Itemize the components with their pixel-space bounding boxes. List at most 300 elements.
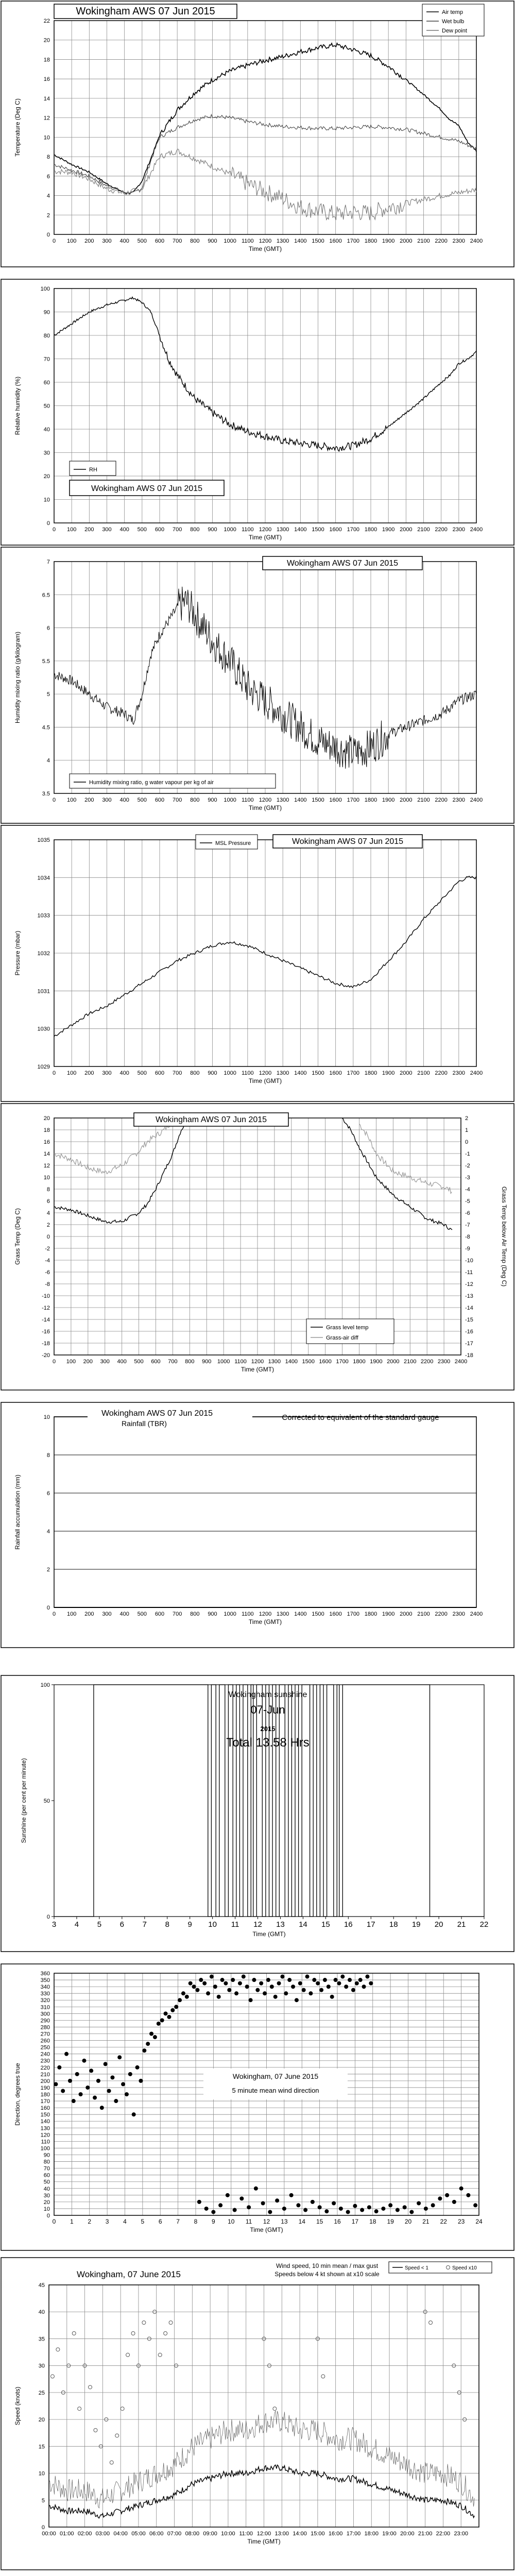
rainfall-xtick-label: 600 (154, 1611, 165, 1617)
grass-air-diff-line (54, 1121, 172, 1174)
grass-ytick-label: 18 (43, 1127, 50, 1133)
wind-speed-x10-point (50, 2375, 54, 2378)
wind-direction-point (220, 1978, 225, 1982)
grass-xtick-label: 700 (168, 1359, 178, 1365)
mixing_ratio-xtick-label: 700 (172, 797, 182, 803)
mixing_ratio-xtick-label: 600 (154, 797, 165, 803)
wind_speed-xtick-label: 04:00 (113, 2531, 128, 2537)
grass-xtick-label: 2400 (454, 1359, 468, 1365)
temperature-xtick-label: 2100 (417, 238, 430, 244)
mixing_ratio-xtick-label: 1200 (259, 797, 272, 803)
humidity-ytick-label: 70 (43, 356, 50, 363)
rainfall-ytick-label: 4 (46, 1529, 50, 1535)
rainfall-xtick-label: 1200 (259, 1611, 272, 1617)
sunshine-xtick-label: 18 (389, 1920, 398, 1929)
wind-speed-x10-point (115, 2434, 119, 2437)
wind-direction-point (82, 2059, 86, 2063)
wind_direction-ytick-label: 130 (40, 2125, 50, 2132)
wind-direction-point (135, 2065, 140, 2070)
rainfall-xtick-label: 1600 (329, 1611, 342, 1617)
wind-direction-point (89, 2069, 93, 2073)
wind-speed-x10-point (89, 2385, 92, 2389)
pressure-xtick-label: 1000 (224, 1070, 236, 1076)
wind_direction-ytick-label: 210 (40, 2071, 50, 2078)
grass-ytick-label: 16 (43, 1139, 50, 1145)
rainfall-xtick-label: 1500 (312, 1611, 324, 1617)
temperature-xtick-label: 1200 (259, 238, 272, 244)
wind_direction-ytick-label: 40 (43, 2185, 50, 2192)
wind-direction-point (164, 2011, 168, 2015)
wind-direction-point (319, 1988, 323, 1992)
mixing_ratio-legend-label: Humidity mixing ratio, g water vapour per kg of air (89, 779, 214, 786)
wind-direction-point (139, 2079, 143, 2083)
wind-direction-point (178, 1998, 182, 2002)
wind-direction-point (396, 2208, 400, 2212)
rainfall-plot-border (54, 1417, 476, 1607)
wind-direction-point (424, 2207, 428, 2211)
pressure-xtick-label: 2300 (452, 1070, 466, 1076)
pressure-xtick-label: 2200 (435, 1070, 448, 1076)
humidity-xtick-label: 1000 (224, 527, 236, 533)
wind-direction-point (367, 2205, 371, 2209)
wind-direction-point (284, 1991, 288, 1995)
wind_direction-ytick-label: 250 (40, 2044, 50, 2051)
temperature-x-axis-label: Time (GMT) (248, 245, 282, 252)
mixing_ratio-xtick-label: 1600 (329, 797, 342, 803)
rainfall-ytick-label: 6 (46, 1490, 50, 1497)
rainfall-xtick-label: 1000 (224, 1611, 236, 1617)
wind_speed-y-axis-label: Speed (knots) (14, 2386, 21, 2426)
rainfall-ytick-label: 10 (43, 1414, 50, 1420)
temperature-xtick-label: 500 (137, 238, 147, 244)
grass-xtick-label: 300 (100, 1359, 110, 1365)
sunshine-ytick-label: 0 (46, 1914, 50, 1920)
wind-direction-point (146, 2042, 150, 2046)
temperature-xtick-label: 2200 (435, 238, 448, 244)
wind_speed-ytick-label: 20 (38, 2417, 45, 2424)
wind-direction-point (330, 1995, 334, 1999)
mixing_ratio-xtick-label: 800 (190, 797, 200, 803)
humidity-ytick-label: 40 (43, 427, 50, 433)
wind_direction-ytick-label: 230 (40, 2058, 50, 2064)
wind_speed-xtick-label: 05:00 (131, 2531, 146, 2537)
rainfall-xtick-label: 1900 (382, 1611, 395, 1617)
grass-panel (0, 1103, 515, 1391)
sunshine-xtick-label: 8 (165, 1920, 169, 1929)
wind_speed-xtick-label: 03:00 (95, 2531, 110, 2537)
pressure-ytick-label: 1029 (37, 1064, 50, 1070)
rainfall-xtick-label: 900 (208, 1611, 217, 1617)
mixing_ratio-xtick-label: 2400 (470, 797, 483, 803)
grass-ytick-label: 8 (46, 1187, 50, 1193)
mixing_ratio-xtick-label: 200 (84, 797, 94, 803)
wind_direction-xtick-label: 23 (457, 2218, 465, 2225)
wind_direction-ytick-label: 80 (43, 2159, 50, 2165)
wind_direction-ytick-label: 170 (40, 2098, 50, 2105)
pressure-ytick-label: 1030 (37, 1026, 50, 1032)
wind_speed-xtick-label: 12:00 (256, 2531, 271, 2537)
grass-ytick-right-label: 0 (465, 1139, 469, 1145)
grass-ytick-label: 4 (46, 1210, 50, 1216)
sunshine-year: 2015 (260, 1725, 276, 1733)
temperature-xtick-label: 1600 (329, 238, 342, 244)
wind_speed-xtick-label: 15:00 (311, 2531, 325, 2537)
wind_direction-ytick-label: 190 (40, 2084, 50, 2091)
wind-direction-point (239, 2196, 244, 2200)
sunshine-total: Total 13.58 Hrs (226, 1736, 310, 1750)
wind-direction-point (324, 2209, 329, 2213)
grass-ytick-right-label: -11 (465, 1269, 473, 1276)
wind-direction-point (255, 1988, 260, 1992)
sunshine-xtick-label: 7 (142, 1920, 147, 1929)
humidity-xtick-label: 1800 (364, 527, 377, 533)
sunshine-ytick-label: 100 (40, 1682, 50, 1688)
temperature-chart (0, 0, 515, 268)
wind-direction-point (337, 1981, 341, 1986)
wind-direction-point (213, 1985, 217, 1989)
mixing_ratio-xtick-label: 2100 (417, 797, 430, 803)
wind-speed-chart (0, 2257, 515, 2571)
wind-direction-point (312, 1978, 316, 1982)
temperature-ytick-label: 6 (46, 173, 50, 180)
wind-direction-point (197, 2200, 201, 2204)
wind-direction-point (181, 1991, 185, 1995)
grass-ytick-label: -2 (45, 1246, 50, 1252)
wind-direction-point (369, 1981, 373, 1986)
wind-direction-point (188, 1981, 193, 1986)
wind-speed-x10-point (273, 2407, 277, 2411)
rainfall-xtick-label: 200 (84, 1611, 94, 1617)
mixing_ratio-xtick-label: 1500 (312, 797, 324, 803)
grass-ytick-right-label: -8 (465, 1234, 470, 1240)
rainfall-panel (0, 1401, 515, 1649)
wind-speed-x10-point (56, 2348, 60, 2351)
wind-speed-x10-point (142, 2321, 146, 2325)
wind-direction-point (167, 2015, 171, 2019)
humidity-xtick-label: 1200 (259, 527, 272, 533)
rainfall-y-axis-label: Rainfall accumulation (mm) (14, 1475, 21, 1550)
sunshine-chart (0, 1674, 515, 1953)
mixing_ratio-xtick-label: 1800 (364, 797, 377, 803)
wind-direction-point (273, 1995, 278, 1999)
wind-direction-point (438, 2196, 442, 2200)
grass-xtick-label: 900 (202, 1359, 212, 1365)
wind_direction-ytick-label: 90 (43, 2152, 50, 2159)
wind-direction-point (233, 2208, 237, 2212)
wind-direction-point (409, 2210, 414, 2214)
humidity-xtick-label: 200 (84, 527, 94, 533)
grass-legend-label: Grass level temp (326, 1325, 369, 1331)
wind-direction-point (204, 2207, 209, 2211)
wind-direction-point (351, 1988, 355, 1992)
grass-xtick-label: 400 (117, 1359, 127, 1365)
humidity-xtick-label: 1300 (276, 527, 289, 533)
sunshine-outer-border (1, 1675, 514, 1952)
wind_direction-ytick-label: 120 (40, 2132, 50, 2139)
mixing_ratio-ytick-label: 5.5 (42, 658, 50, 665)
wind-direction-point (332, 2201, 336, 2206)
wind_speed-xtick-label: 17:00 (346, 2531, 361, 2537)
temperature-outer-border (1, 1, 514, 267)
wind-direction-point (266, 1978, 270, 1982)
grass-ytick-right-label: -13 (465, 1293, 473, 1299)
grass-xtick-label: 1500 (302, 1359, 315, 1365)
temperature-xtick-label: 0 (52, 238, 56, 244)
mixing_ratio-xtick-label: 1300 (276, 797, 289, 803)
humidity-title: Wokingham AWS 07 Jun 2015 (91, 484, 203, 493)
wind-speed-subtitle: Wind speed, 10 min mean / max gust (276, 2262, 379, 2269)
wind-direction-point (295, 1998, 299, 2002)
sunshine-xtick-label: 4 (74, 1920, 79, 1929)
grass-xtick-label: 2200 (420, 1359, 434, 1365)
grass-xtick-label: 1700 (336, 1359, 349, 1365)
wind_speed-xtick-label: 02:00 (77, 2531, 92, 2537)
wind-direction-point (362, 1985, 366, 1989)
sunshine-xtick-label: 17 (366, 1920, 375, 1929)
wind-direction-point (318, 2205, 322, 2209)
wind-direction-point (323, 1978, 327, 1982)
sunshine-y-axis-label: Sunshine (per cent per minute) (20, 1758, 27, 1843)
rainfall-xtick-label: 1800 (364, 1611, 377, 1617)
sunshine-xtick-label: 19 (411, 1920, 421, 1929)
wind_direction-xtick-label: 19 (387, 2218, 394, 2225)
temperature-xtick-label: 700 (172, 238, 182, 244)
rainfall-xtick-label: 300 (102, 1611, 112, 1617)
grass-ytick-right-label: -1 (465, 1151, 470, 1157)
grass-xtick-label: 1200 (251, 1359, 264, 1365)
humidity-xtick-label: 0 (52, 527, 56, 533)
rainfall-xtick-label: 1400 (294, 1611, 307, 1617)
wind-direction-point (170, 2008, 175, 2012)
wind-direction-point (353, 2204, 357, 2208)
grass-ytick-label: 10 (43, 1175, 50, 1181)
wind-direction-point (79, 2092, 83, 2096)
grass-ytick-label: 0 (46, 1234, 50, 1240)
wind-direction-point (308, 1991, 313, 1995)
grass-ytick-label: -20 (42, 1352, 50, 1359)
wind-direction-point (57, 2065, 61, 2070)
wind_direction-ytick-label: 150 (40, 2112, 50, 2119)
wind-direction-point (93, 2096, 97, 2100)
temperature-legend-label: Air temp (442, 9, 463, 15)
wind_direction-xtick-label: 12 (263, 2218, 270, 2225)
wind-direction-point (344, 1985, 348, 1989)
wind_speed-outer-border (1, 2258, 514, 2570)
wind_direction-y-axis-label: Direction, degrees true (14, 2063, 21, 2126)
temperature-xtick-label: 600 (154, 238, 165, 244)
mixing_ratio-xtick-label: 0 (52, 797, 56, 803)
pressure-xtick-label: 1800 (364, 1070, 377, 1076)
grass-ytick-right-label: -2 (465, 1163, 470, 1169)
wind_direction-ytick-label: 180 (40, 2092, 50, 2098)
wind_direction-ytick-label: 320 (40, 1997, 50, 2004)
temperature-ytick-label: 10 (43, 134, 50, 141)
humidity-legend-label: RH (89, 467, 97, 473)
wind_speed-ytick-label: 5 (41, 2497, 45, 2504)
sunshine-date: 07-Jun (250, 1703, 285, 1716)
pressure-xtick-label: 100 (66, 1070, 77, 1076)
grass-xtick-label: 2000 (387, 1359, 400, 1365)
humidity-xtick-label: 1700 (347, 527, 360, 533)
grass-xtick-label: 1800 (353, 1359, 366, 1365)
wind_direction-ytick-label: 290 (40, 2018, 50, 2024)
wind_direction-xtick-label: 14 (298, 2218, 305, 2225)
sunshine-xtick-label: 11 (231, 1920, 239, 1929)
wind_direction-xtick-label: 20 (404, 2218, 412, 2225)
sunshine-xtick-label: 16 (344, 1920, 353, 1929)
wind-direction-point (473, 2203, 477, 2207)
wind-speed-x10-point (94, 2429, 97, 2432)
grass-xtick-label: 600 (151, 1359, 161, 1365)
wind-direction-point (128, 2072, 132, 2076)
mixing_ratio-ytick-label: 3.5 (42, 791, 50, 797)
wind_speed-xtick-label: 00:00 (42, 2531, 56, 2537)
pressure-xtick-label: 1500 (312, 1070, 324, 1076)
grass-xtick-label: 1600 (319, 1359, 332, 1365)
wind_direction-xtick-label: 13 (281, 2218, 288, 2225)
wind-speed-x10-point (110, 2461, 113, 2464)
rainfall-x-axis-label: Time (GMT) (248, 1618, 282, 1625)
wind_speed-xtick-label: 11:00 (239, 2531, 253, 2537)
wind_speed-ytick-label: 0 (41, 2524, 45, 2531)
wind_direction-ytick-label: 140 (40, 2119, 50, 2125)
grass-ytick-label: -8 (45, 1281, 50, 1287)
humidity-chart (0, 278, 515, 546)
wind_direction-ytick-label: 260 (40, 2038, 50, 2044)
humidity-xtick-label: 1400 (294, 527, 307, 533)
wind_direction-ytick-label: 240 (40, 2051, 50, 2058)
wind_speed-xtick-label: 09:00 (203, 2531, 217, 2537)
grass-ytick-right-label: -10 (465, 1258, 473, 1264)
mixing_ratio-ytick-label: 6 (46, 625, 50, 632)
wind-direction-point (348, 1978, 352, 1982)
wind-direction-point (254, 2187, 258, 2191)
grass-ytick-label: 6 (46, 1198, 50, 1205)
mixing_ratio-ytick-label: 4 (46, 757, 50, 764)
wind-direction-point (296, 2203, 300, 2207)
wind_direction-xtick-label: 8 (194, 2218, 198, 2225)
wind-direction-point (174, 2005, 178, 2009)
grass-chart (0, 1103, 515, 1391)
mixing_ratio-xtick-label: 1000 (224, 797, 236, 803)
mixing_ratio-xtick-label: 300 (102, 797, 112, 803)
wind-direction-point (358, 1978, 363, 1982)
pressure-xtick-label: 300 (102, 1070, 112, 1076)
sunshine-xtick-label: 20 (434, 1920, 443, 1929)
mixing_ratio-ytick-label: 5 (46, 691, 50, 698)
wind-speed-x10-point (72, 2332, 76, 2335)
grass-xtick-label: 1400 (285, 1359, 298, 1365)
wind-direction-point (202, 1981, 207, 1986)
humidity-xtick-label: 2100 (417, 527, 430, 533)
wind-direction-point (121, 2082, 125, 2086)
mixing_ratio-xtick-label: 900 (208, 797, 217, 803)
pressure-legend-label: MSL Pressure (215, 840, 251, 846)
wind_direction-ytick-label: 100 (40, 2145, 50, 2152)
grass-xtick-label: 100 (66, 1359, 76, 1365)
humidity-x-axis-label: Time (GMT) (248, 534, 282, 541)
grass-y-axis-right-label: Grass Temp below Air Temp (Deg C) (501, 1186, 508, 1287)
wind-direction-point (153, 2035, 157, 2039)
wind_direction-xtick-label: 24 (475, 2218, 483, 2225)
wind-speed-x10-point (164, 2332, 167, 2335)
grass-y-axis-label: Grass Temp (Deg C) (14, 1208, 21, 1265)
wind-speed-x10-point (121, 2407, 124, 2411)
wind_direction-xtick-label: 1 (70, 2218, 74, 2225)
wind_direction-ytick-label: 340 (40, 1984, 50, 1991)
temperature-ytick-label: 2 (46, 212, 50, 219)
wind-direction-point (303, 2208, 307, 2212)
grass-xtick-label: 1000 (217, 1359, 230, 1365)
wind-direction-point (185, 1995, 189, 1999)
temperature-xtick-label: 2000 (400, 238, 413, 244)
humidity-xtick-label: 600 (154, 527, 165, 533)
wind-direction-point (75, 2072, 79, 2076)
pressure-ytick-label: 1032 (37, 951, 50, 957)
mixing_ratio-ytick-label: 6.5 (42, 592, 50, 599)
grass-ytick-right-label: -4 (465, 1187, 470, 1193)
pressure-xtick-label: 700 (172, 1070, 182, 1076)
wind-direction-point (245, 1985, 249, 1989)
humidity-xtick-label: 1600 (329, 527, 342, 533)
wind-direction-point (374, 2209, 379, 2213)
humidity-xtick-label: 2300 (452, 527, 466, 533)
mixing_ratio-xtick-label: 2200 (435, 797, 448, 803)
wind-direction-point (217, 1995, 221, 1999)
wind-direction-point (466, 2193, 470, 2197)
rainfall-xtick-label: 2100 (417, 1611, 430, 1617)
temperature-legend-label: Wet bulb (442, 19, 465, 25)
wind-speed-x10-point (321, 2375, 325, 2378)
mixing_ratio-xtick-label: 500 (137, 797, 147, 803)
wind_speed-xtick-label: 06:00 (149, 2531, 164, 2537)
wind-direction-point (459, 2187, 464, 2191)
humidity-xtick-label: 100 (66, 527, 77, 533)
wind_direction-xtick-label: 22 (440, 2218, 447, 2225)
humidity-ytick-label: 20 (43, 473, 50, 480)
wind-direction-point (224, 1981, 228, 1986)
wind-direction-point (104, 2062, 108, 2066)
wind-speed-note: Speeds below 4 kt shown at x10 scale (274, 2270, 380, 2278)
mixing-ratio-chart (0, 546, 515, 824)
temperature-xtick-label: 2400 (470, 238, 483, 244)
humidity-xtick-label: 300 (102, 527, 112, 533)
grass-xtick-label: 1300 (268, 1359, 281, 1365)
grass-legend-label: Grass-air diff (326, 1335, 358, 1341)
temperature-xtick-label: 100 (66, 238, 77, 244)
wind-direction-point (365, 1975, 369, 1979)
rainfall-xtick-label: 2300 (452, 1611, 466, 1617)
rainfall-note: Corrected to equivalent of the standard gauge (282, 1413, 439, 1422)
humidity-ytick-label: 90 (43, 309, 50, 316)
wind_speed-xtick-label: 16:00 (328, 2531, 343, 2537)
rainfall-xtick-label: 1700 (347, 1611, 360, 1617)
rainfall-xtick-label: 700 (172, 1611, 182, 1617)
wind_direction-xtick-label: 10 (228, 2218, 235, 2225)
humidity-xtick-label: 800 (190, 527, 200, 533)
temperature-xtick-label: 200 (84, 238, 94, 244)
grass-ytick-right-label: -16 (465, 1329, 473, 1335)
pressure-chart (0, 824, 515, 1103)
mixing_ratio-y-axis-label: Humidity mixing ratio (g/kilogram) (14, 631, 21, 724)
mixing_ratio-xtick-label: 1700 (347, 797, 360, 803)
wind-direction-point (305, 1975, 310, 1979)
wind_direction-ytick-label: 350 (40, 1977, 50, 1984)
wind-direction-point (275, 2198, 279, 2202)
grass-ytick-right-label: -15 (465, 1317, 473, 1323)
wind-direction-point (192, 1985, 196, 1989)
humidity-ytick-label: 100 (40, 286, 50, 292)
